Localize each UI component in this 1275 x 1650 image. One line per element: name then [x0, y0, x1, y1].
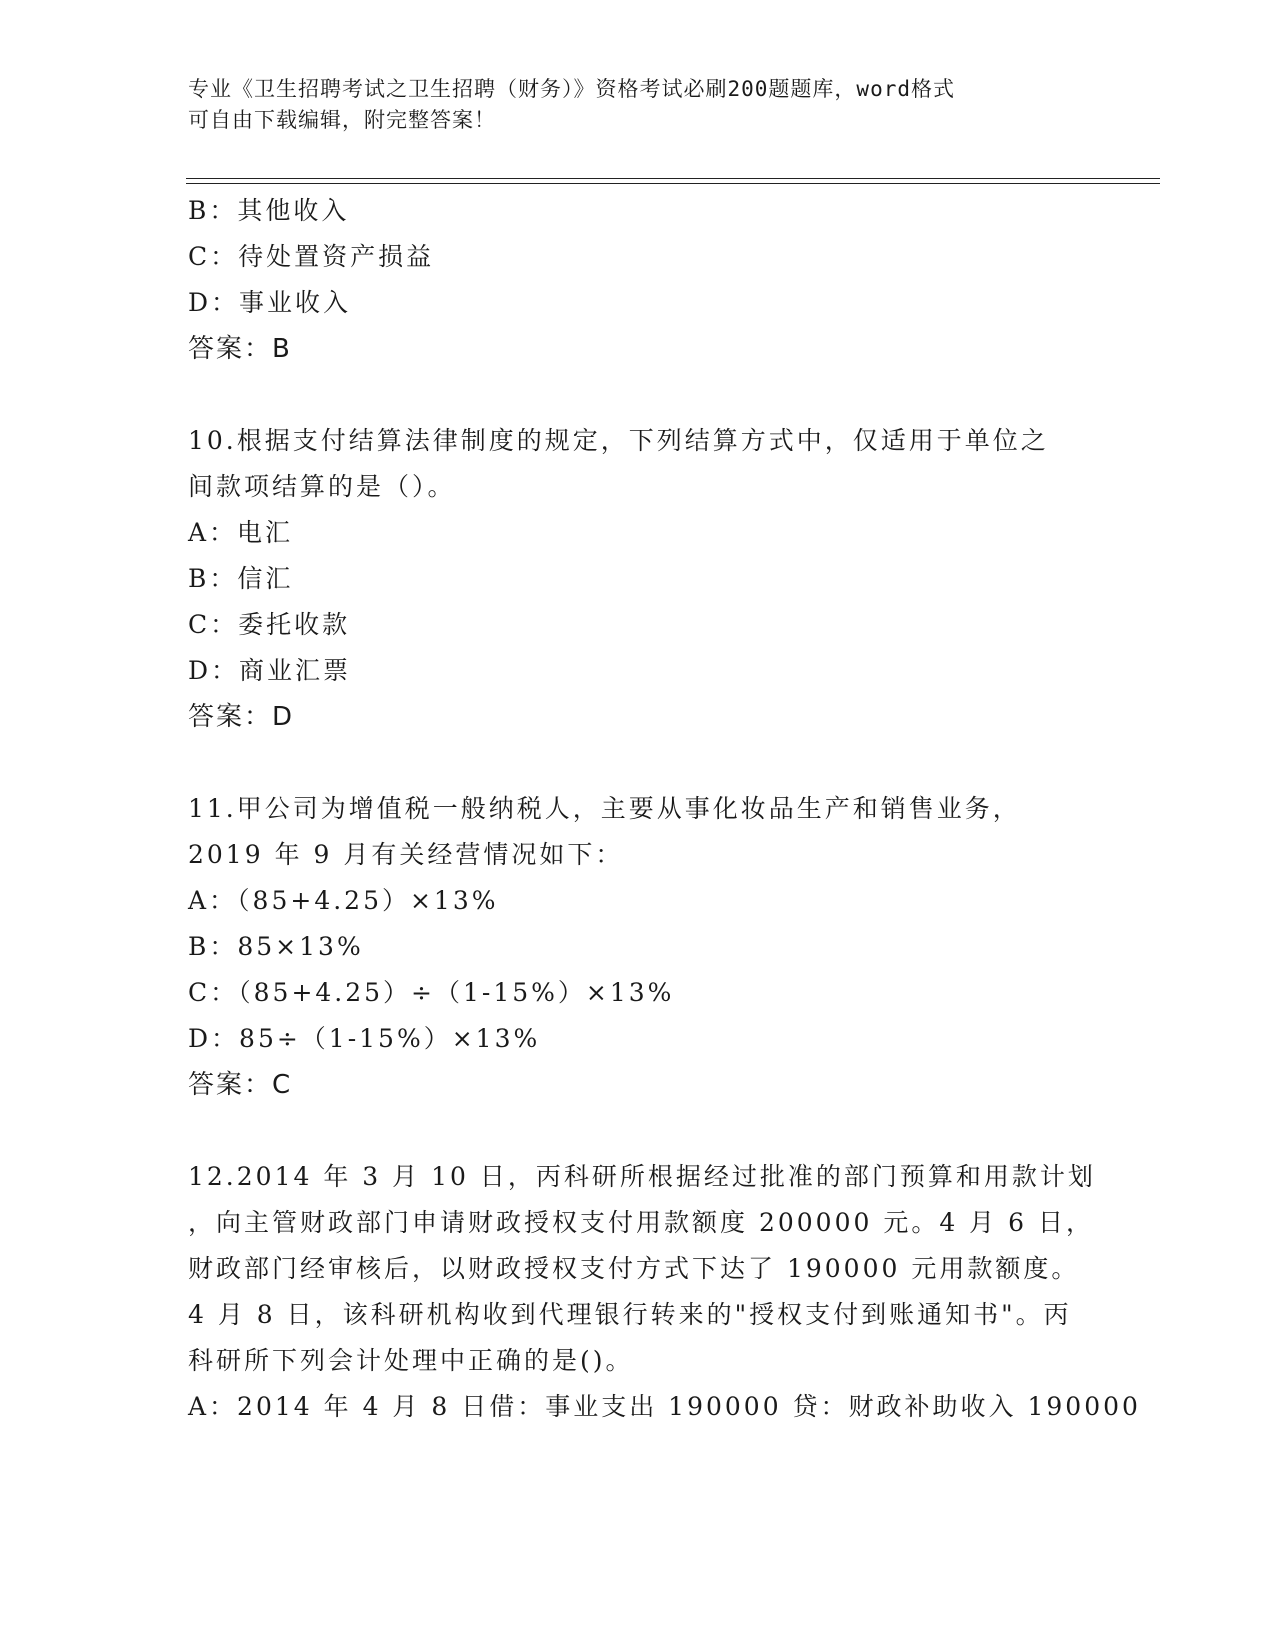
- q12-stem-line-1: 12.2014 年 3 月 10 日，丙科研所根据经过批准的部门预算和用款计划: [188, 1162, 1096, 1191]
- q10-stem-line-2: 间款项结算的是（）。: [188, 472, 456, 501]
- q11-stem-line-1: 11.甲公司为增值税一般纳税人，主要从事化妆品生产和销售业务，: [188, 794, 1021, 823]
- header-rule-top: [186, 178, 1160, 179]
- q9-answer: 答案：B: [188, 334, 292, 364]
- q12-stem-line-5: 科研所下列会计处理中正确的是()。: [188, 1346, 634, 1375]
- q12-stem-line-2: ，向主管财政部门申请财政授权支付用款额度 200000 元。4 月 6 日，: [188, 1208, 1094, 1237]
- question-content: [188, 188, 1141, 1430]
- q12-stem-line-3: 财政部门经审核后，以财政授权支付方式下达了 190000 元用款额度。: [188, 1254, 1080, 1283]
- spacer: [188, 372, 1088, 418]
- q10-option-a: A：电汇: [188, 518, 294, 547]
- q10-option-c: C：委托收款: [188, 610, 351, 639]
- header-line-1: 专业《卫生招聘考试之卫生招聘（财务）》资格考试必刷200题题库，word格式: [188, 77, 955, 101]
- q10-stem-line-1: 10.根据支付结算法律制度的规定，下列结算方式中，仅适用于单位之: [188, 426, 1049, 455]
- q11-stem-line-2: 2019 年 9 月有关经营情况如下：: [188, 840, 624, 869]
- q11-option-b: B：85×13%: [188, 932, 364, 961]
- q12-option-a: A：2014 年 4 月 8 日借：事业支出 190000 贷：财政补助收入 190000: [188, 1392, 1141, 1421]
- q11-option-a: A：（85+4.25）×13%: [188, 886, 499, 915]
- q10-option-b: B：信汇: [188, 564, 294, 593]
- spacer: [188, 1108, 1088, 1154]
- q11-option-c: C：（85+4.25）÷（1-15%）×13%: [188, 978, 675, 1007]
- q11-option-d: D：85÷（1-15%）×13%: [188, 1024, 541, 1053]
- q9-option-d: D：事业收入: [188, 288, 352, 317]
- document-header: [188, 74, 1068, 136]
- q12-stem-line-4: 4 月 8 日，该科研机构收到代理银行转来的"授权支付到账通知书"。丙: [188, 1300, 1072, 1329]
- q9-option-b: B：其他收入: [188, 196, 350, 225]
- q10-option-d: D：商业汇票: [188, 656, 352, 685]
- spacer: [188, 740, 1088, 786]
- q10-answer: 答案：D: [188, 702, 295, 732]
- header-rule-bottom: [186, 183, 1160, 184]
- q9-option-c: C：待处置资产损益: [188, 242, 435, 271]
- q11-answer: 答案：C: [188, 1070, 293, 1100]
- header-line-2: 可自由下载编辑，附完整答案！: [188, 108, 496, 132]
